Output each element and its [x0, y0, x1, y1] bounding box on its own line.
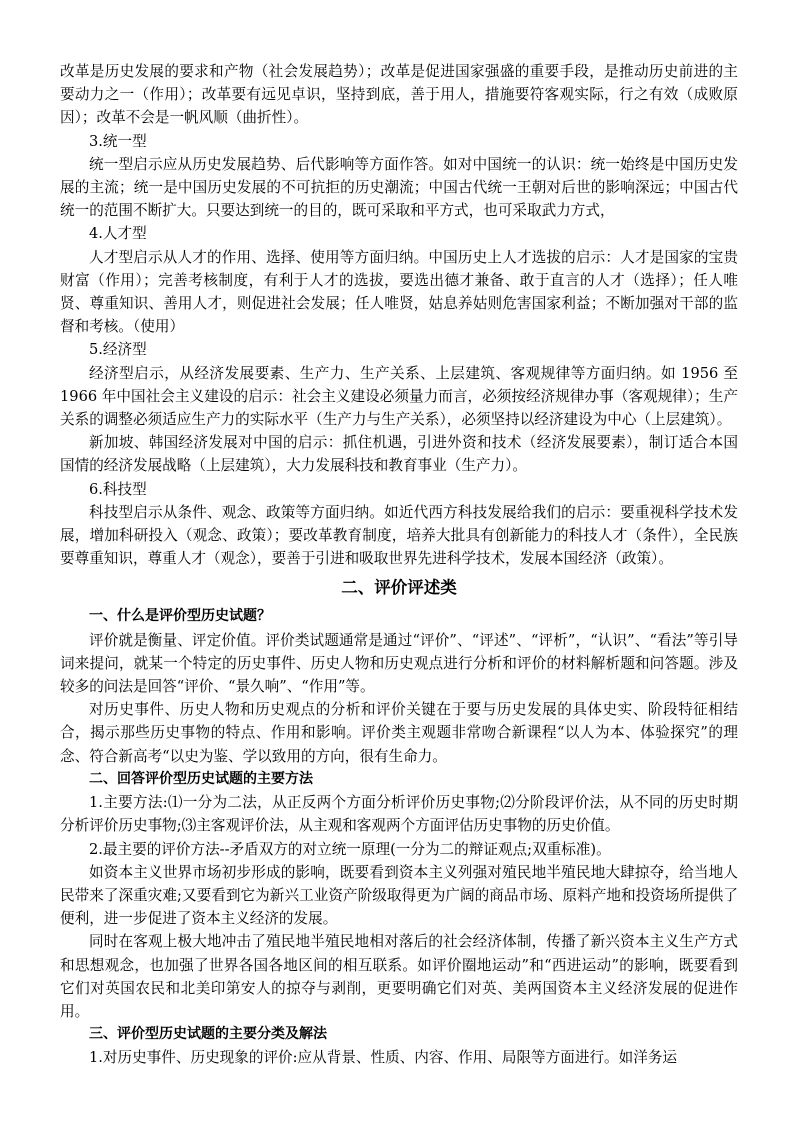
paragraph-objective-impact: 同时在客观上极大地冲击了殖民地半殖民地相对落后的社会经济体制，传播了新兴资本主义生产方式和思想观念，也加强了世界各国各地区间的相互联系。如评价圈地运动”和“西进运动”的影响，既要看到它们对英国农民和北美印第安人的掠夺与剥削，更要明确它们对英、美两国资本主义经济发展的促进作用。 [60, 933, 738, 1020]
paragraph-talent: 人才型启示从人才的作用、选择、使用等方面归纳。中国历史上人才选拔的启示：人才是国家的宝贵财富（作用）；完善考核制度，有利于人才的选拔，要选出德才兼备、敢于直言的人才（选择）；任人唯贤、尊重知识、善用人才，则促进社会发展；任人唯贤，姑息养姑则危害国家利益；不断加强对干部的监督和考核。（使用） [60, 248, 738, 336]
paragraph-evaluation-definition: 评价就是衡量、评定价值。评价类试题通常是通过“评价”、“评述”、“评析”，“认识”、“看法”等引导词来提问，就某一个特定的历史事件、历史人物和历史观点进行分析和评价的材料解析题和问答题。涉及较多的问法是回答“评价、“景久响”、“作用”等。 [60, 631, 738, 696]
paragraph-world-market: 如资本主义世界市场初步形成的影响，既要看到资本主义列强对殖民地半殖民地大肆掠夺，给当地人民带来了深重灾难;又要看到它为新兴工业资产阶级取得更为广阔的商品市场、原料产地和投资场所提供了便利，进一步促进了资本主义经济的发展。 [60, 863, 738, 928]
paragraph-key-method: 2.最主要的评价方法--矛盾双方的对立统一原理(一分为二的辩证观点;双重标准)。 [89, 840, 611, 858]
item-heading-economy: 5.经济型 [89, 341, 147, 359]
item-heading-talent: 4.人才型 [89, 225, 147, 243]
paragraph-economy: 经济型启示，从经济发展要素、生产力、生产关系、上层建筑、客观规律等方面归纳。如 1956 至 1966 年中国社会主义建设的启示：社会主义建设必须量力而言，必须按经济规律办事（客观规律）；生产关系的调整必须适应生产力的实际水平（生产力与生产关系），必须坚持以经济建设为中心（上层建筑）。 [60, 364, 738, 429]
subheading-classification: 三、评价型历史试题的主要分类及解法 [89, 1026, 327, 1043]
paragraph-technology: 科技型启示从条件、观念、政策等方面归纳。如近代西方科技发展给我们的启示：要重视科学技术发展，增加科研投入（观念、政策）；要改革教育制度，培养大批具有创新能力的科技人才（条件），全民族要尊重知识，尊重人才（观念），要善于引进和吸取世界先进科学技术，发展本国经济（政策）。 [60, 503, 738, 568]
paragraph-reform: 改革是历史发展的要求和产物（社会发展趋势）；改革是促进国家强盛的重要手段，是推动历史前进的主要动力之一（作用）；改革要有远见卓识，坚持到底，善于用人，措施要符客观实际，行之有效（成败原因）；改革不会是一帆风顺（曲折性）。 [60, 63, 738, 127]
subheading-what-is-evaluation: 一、什么是评价型历史试题？ [89, 608, 271, 625]
paragraph-unification: 统一型启示应从历史发展趋势、后代影响等方面作答。如对中国统一的认识：统一始终是中国历史发展的主流；统一是中国历史发展的不可抗拒的历史潮流；中国古代统一王朝对后世的影响深远；中国古代统一的范围不断扩大。只要达到统一的目的，既可采取和平方式，也可采取武力方式， [60, 155, 738, 220]
paragraph-evaluation-key: 对历史事件、历史人物和历史观点的分析和评价关键在于要与历史发展的具体史实、阶段特征相结合，揭示那些历史事物的特点、作用和影响。评价类主观题非常吻合新课程“以人为本、体验探究”的理念、符合新高考“以史为鉴、学以致用的方向，很有生命力。 [60, 701, 738, 765]
paragraph-event-evaluation: 1.对历史事件、历史现象的评价:应从背景、性质、内容、作用、局限等方面进行。如洋务运 [89, 1049, 678, 1067]
paragraph-singapore-korea: 新加坡、韩国经济发展对中国的启示：抓住机遇，引进外资和技术（经济发展要素），制订适合本国国情的经济发展战略（上层建筑），大力发展科技和教育事业（生产力）。 [60, 434, 738, 475]
item-heading-unification: 3.统一型 [89, 132, 147, 150]
document-page [60, 60, 738, 1070]
subheading-methods: 二、回答评价型历史试题的主要方法 [89, 770, 313, 787]
section-title: 二、评价评述类 [341, 578, 457, 598]
item-heading-technology: 6.科技型 [89, 480, 147, 498]
paragraph-main-methods: 1.主要方法:⑴一分为二法，从正反两个方面分析评价历史事物;⑵分阶段评价法，从不同的历史时期分析评价历史事物;⑶主客观评价法，从主观和客观两个方面评估历史事物的历史价值。 [60, 794, 738, 835]
